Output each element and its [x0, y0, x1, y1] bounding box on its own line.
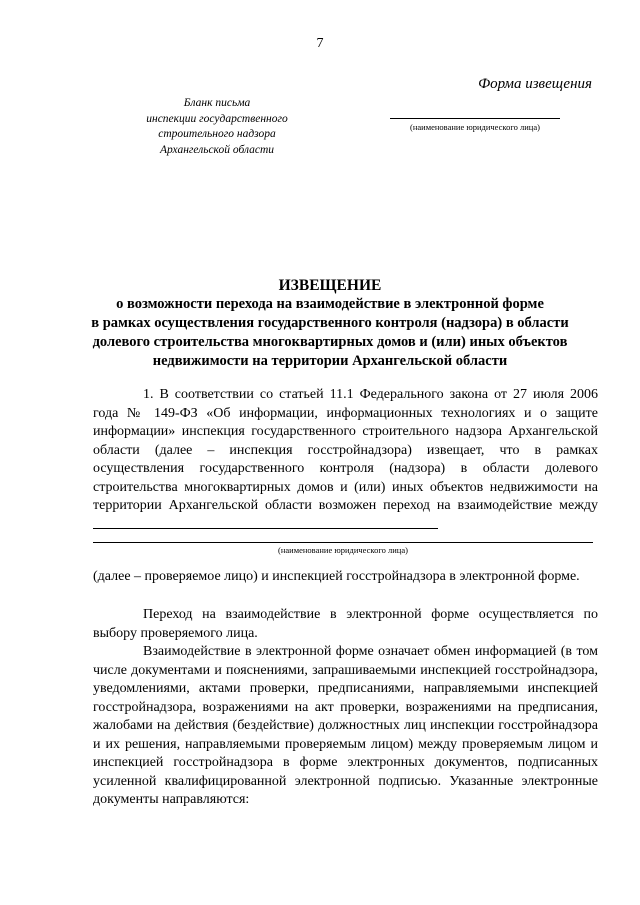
- paragraph-3: Переход на взаимодействие в электронной форме осуществляется по выбору проверяемого лица.: [93, 607, 598, 641]
- paragraph-2: (далее – проверяемое лицо) и инспекцией госстройнадзора в электронной форме.: [93, 569, 580, 584]
- title-line: недвижимости на территории Архангельской области: [152, 353, 508, 369]
- title-line: долевого строительства многоквартирных домов и (или) иных объектов: [92, 334, 568, 350]
- title-line: в рамках осуществления государственного контроля (надзора) в области: [91, 315, 569, 331]
- addressee-blank-line: [390, 104, 560, 119]
- entity-caption: (наименование юридического лица): [278, 545, 408, 555]
- form-caption: Форма извещения: [478, 76, 592, 92]
- letterhead-line: Бланк письма: [183, 97, 251, 109]
- page-number: 7: [316, 36, 324, 51]
- title-line: о возможности перехода на взаимодействие в электронной форме: [116, 296, 544, 312]
- letterhead-block: [122, 96, 312, 158]
- paragraph-4: Взаимодействие в электронной форме означает обмен информацией (в том числе документами и пояснениями, запрашиваемыми инспекцией госстройнадзора, уведомлениями, актами проверки, предписаниями, направляемыми инспекцией госстройнадзора, возражениями на акт проверки, возражениями на предписания, жалобами на действия (бездействие) должностных лиц инспекции госстройнадзора и их решения, направляемыми проверяемым лицом) между проверяемым лицом и инспекцией госстройнадзора в форме электронных документов, подписанных усиленной квалифицированной электронной подписью. Указанные электронные документы направляются:: [93, 644, 598, 807]
- letterhead-line: инспекции государственного: [146, 112, 288, 125]
- letterhead-line: Архангельской области: [159, 143, 275, 156]
- addressee-caption: (наименование юридического лица): [410, 122, 540, 132]
- paragraph-1: [93, 386, 598, 535]
- entity-blank-line: [93, 516, 438, 529]
- entity-blank-line-full: [93, 542, 593, 543]
- letterhead-line: строительного надзора: [158, 128, 276, 140]
- addressee-block: [390, 104, 560, 132]
- title-main: ИЗВЕЩЕНИЕ: [278, 277, 382, 294]
- paragraph-1-text: 1. В соответствии со статьей 11.1 Федерального закона от 27 июля 2006 года № 149-ФЗ «Об информации, информационных технологиях и о защите информации» инспекция государственного строительного надзора Архангельской области (далее – инспекция госстройнадзора) извещает, что в рамках осуществления государственного контроля (надзора) в области долевого строительства многоквартирных домов и (или) иных объектов недвижимости на территории Архангельской области возможен переход на взаимодействие между: [93, 387, 598, 513]
- document-title: [60, 276, 600, 371]
